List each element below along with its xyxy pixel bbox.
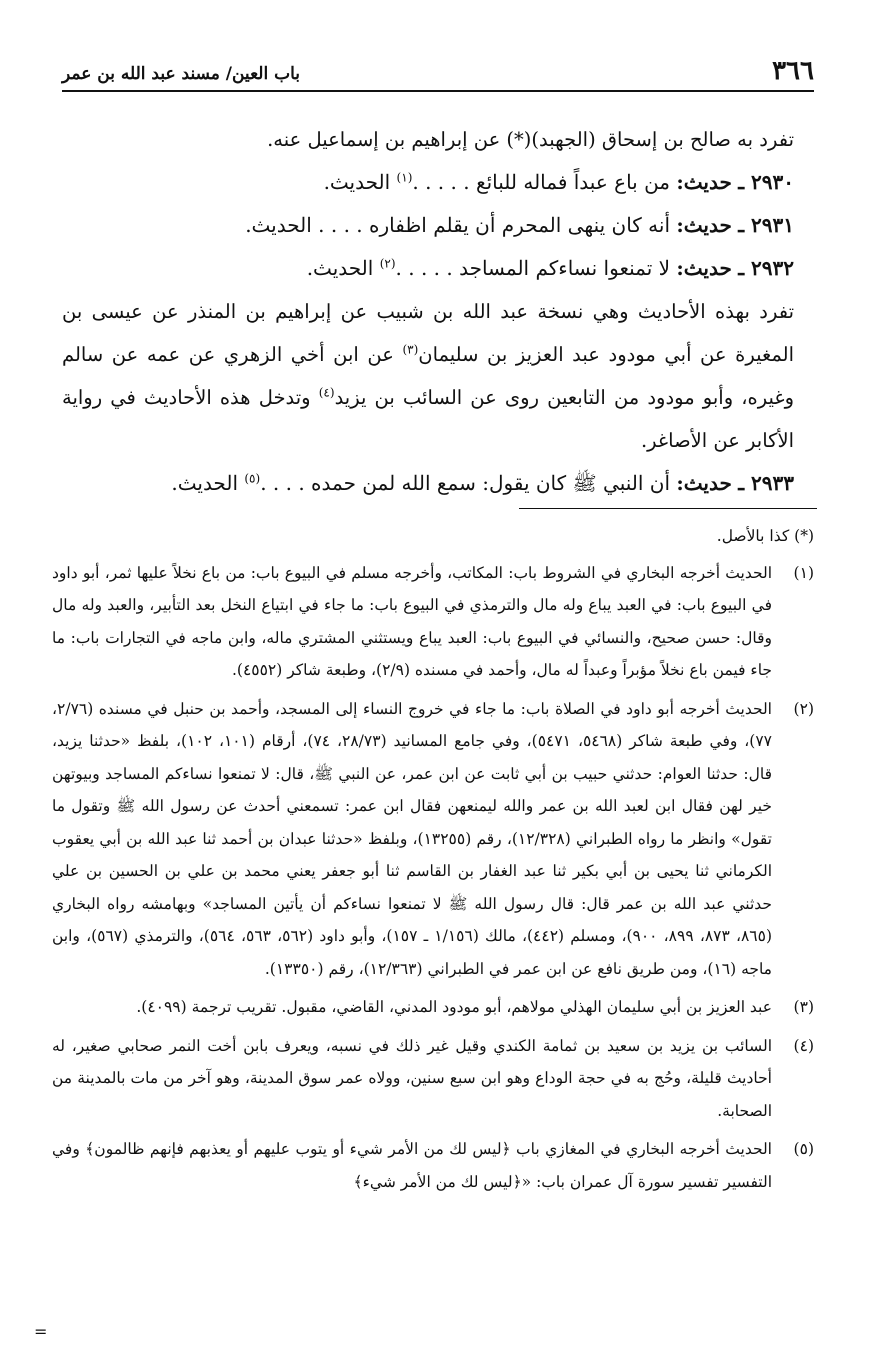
hadith-text: من باع عبداً فماله للبائع . . . . .: [412, 170, 671, 194]
footnotes: [52, 520, 814, 1204]
commentary-text: تفرد بهذه الأحاديث وهي نسخة عبد الله بن شبيب عن إبراهيم بن المنذر عن عيسى بن المغيرة عن أبي مودود عبد العزيز بن سليمان: [62, 300, 795, 366]
hadith-label: حديث:: [676, 213, 732, 237]
footnote-ref: (١): [396, 170, 413, 185]
footnote-marker: (٣): [793, 998, 814, 1016]
footnote-ref: (٣): [402, 342, 419, 357]
hadith-number: ٢٩٣٢ ـ: [738, 256, 794, 280]
footnote-text: الحديث أخرجه أبو داود في الصلاة باب: ما جاء في خروج النساء إلى المسجد، وأحمد بن حنبل في مسنده (٢/٧٦، ٧٧)، وفي طبعة شاكر (٥٤٦٨، ٥٤٧١)، وفي جامع المسانيد (٢٨/٧٣، ٧٤)، أرقام (١٠١، ١٠٢)، بلفظ «حدثنا يزيد، قال: حدثنا العوام: حدثني حبيب بن أبي ثابت عن ابن عمر، عن النبي ﷺ، قال: لا تمنعوا نساءكم المساجد وبيوتهن خير لهن فقال ابن لعبد الله بن عمر والله ليمنعهن فقال ابن عمر: تسمعني أحدث عن رسول الله ﷺ وتقول ما تقول» وانظر ما رواه الطبراني (١٢/٣٢٨)، رقم (١٣٢٥٥)، وبلفظ «حدثنا عبدان بن أحمد ثنا عبد الله بن أبي يعقوب الكرماني ثنا يحيى بن أبي بكير ثنا عبد الغفار بن القاسم ثنا أبو جعفر يعني محمد بن علي بن الحسين بن علي حدثني عبد الله بن عمر قال: قال رسول الله ﷺ لا تمنعوا نساءكم أن يأتين المساجد» وبهامشه رواه البخاري (٨٦٥، ٨٧٣، ٨٩٩، ٩٠٠)، ومسلم (٤٤٢)، مالك (١/١٥٦ ـ ١٥٧)، وأبو داود (٥٦٢، ٥٦٣، ٥٦٤)، والترمذي (٥٦٧)، وابن ماجه (١٦)، ومن طريق نافع عن ابن عمر في الطبراني (١٢/٣٦٣)، رقم (١٣٣٥٠).: [52, 699, 773, 978]
hadith-text: أن النبي ﷺ كان يقول: سمع الله لمن حمده . . . .: [260, 471, 671, 495]
hadith-text-end: الحديث.: [171, 471, 238, 495]
footnote-2: [52, 693, 814, 986]
commentary-text: عن ابن أخي الزهري عن عمه عن سالم وغيره، وأبو مودود من التابعين روى عن السائب بن يزيد: [62, 343, 795, 409]
running-header: [62, 50, 814, 92]
footnote-text: الحديث أخرجه البخاري في المغازي باب ﴿ليس لك من الأمر شيء أو يتوب عليهم أو يعذبهم فإنهم ظالمون﴾ وفي التفسير تفسير سورة آل عمران باب: «﴿ليس لك من الأمر شيء﴾: [52, 1140, 772, 1191]
footnote-text: الحديث أخرجه البخاري في الشروط باب: المكاتب، وأخرجه مسلم في البيوع باب: من باع نخلاً عليها ثمر، أبو داود في البيوع باب: في العبد يباع وله مال والترمذي في البيوع باب: ما جاء في ابتياع النخل بعد التأبير، والعبد وله مال وقال: حسن صحيح، والنسائي في البيوع باب: العبد يباع ويستثني المشتري ماله، وابن ماجه في التجارات باب: ما جاء فيمن باع نخلاً مؤبراً وعبداً له مال، وأحمد في مسنده (٢/٩)، وطبعة شاكر (٤٥٥٢).: [52, 563, 772, 679]
footnote-marker: (٢): [793, 699, 814, 718]
footnote-4: [52, 1030, 814, 1128]
footnote-text: عبد العزيز بن أبي سليمان الهذلي مولاهم، أبو مودود المدني، القاضي، مقبول. تقريب ترجمة (٤٠٩٩).: [136, 998, 772, 1016]
page-number: ٣٦٦: [772, 56, 814, 86]
hadith-2933: [62, 462, 814, 505]
footnote-marker: (٥): [793, 1140, 814, 1158]
hadith-text-end: الحديث.: [306, 256, 374, 280]
footnote-ref: (٤): [318, 385, 335, 400]
intro-paragraph: تفرد به صالح بن إسحاق (الجهبد)(*) عن إبراهيم بن إسماعيل عنه.: [267, 128, 794, 151]
footnote-3: [52, 991, 814, 1024]
hadith-text: أنه كان ينهى المحرم أن يقلم اظفاره . . . . الحديث.: [245, 213, 671, 237]
main-text: [62, 118, 814, 505]
hadith-number: ٢٩٣١ ـ: [738, 213, 794, 237]
hadith-number: ٢٩٣٣ ـ: [738, 471, 794, 495]
footnote-ref: (٥): [244, 471, 261, 486]
footnote-text: السائب بن يزيد بن سعيد بن ثمامة الكندي وقيل غير ذلك في نسبه، ويعرف بابن أخت النمر صحابي صغير، له أحاديث قليلة، وحُج به في حجة الوداع وهو ابن سبع سنين، وولاه عمر سوق المدينة، وهو آخر من مات بالمدينة من الصحابة.: [52, 1036, 772, 1120]
hadith-label: حديث:: [676, 170, 732, 194]
footnote-1: [52, 557, 814, 687]
hadith-number: ٢٩٣٠ ـ: [738, 170, 794, 194]
hadith-2932: [62, 247, 814, 290]
footnote-marker: (٤): [793, 1036, 814, 1055]
hadith-text: لا تمنعوا نساءكم المساجد . . . . .: [395, 256, 671, 280]
hadith-label: حديث:: [676, 471, 732, 495]
hadith-text-end: الحديث.: [323, 170, 391, 194]
footnote-marker: (١): [793, 563, 814, 582]
running-title: باب العين/ مسند عبد الله بن عمر: [62, 64, 300, 84]
commentary-text: وتدخل هذه الأحاديث في رواية الأكابر عن الأصاغر.: [62, 386, 794, 452]
continuation-mark: =: [34, 1322, 48, 1341]
hadith-2931: [62, 204, 814, 247]
footnote-5: [52, 1133, 814, 1198]
hadith-label: حديث:: [676, 256, 732, 280]
footnote-separator: [519, 508, 817, 509]
hadith-2930: [62, 161, 814, 204]
footnote-star: (*) كذا بالأصل.: [716, 527, 814, 545]
footnote-ref: (٢): [379, 256, 396, 271]
commentary-paragraph: [62, 290, 814, 462]
